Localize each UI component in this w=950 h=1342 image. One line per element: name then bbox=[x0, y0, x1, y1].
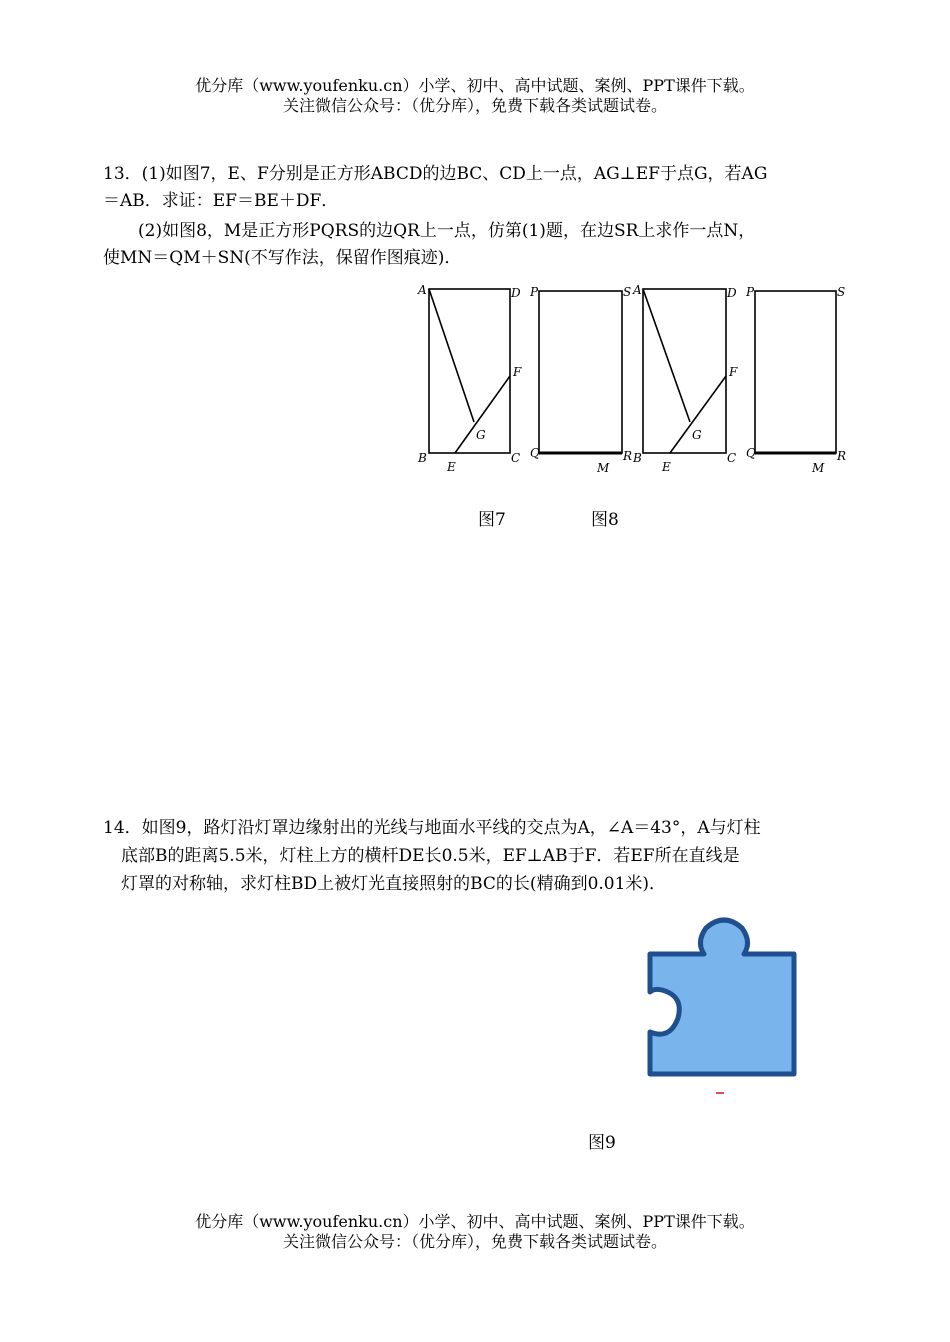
square-abcd-left bbox=[429, 289, 510, 453]
footer-line-2: 关注微信公众号：（优分库），免费下载各类试题试卷。 bbox=[282, 1232, 667, 1251]
square-abcd-right bbox=[643, 289, 726, 453]
q14-line-3: 灯罩的对称轴，求灯柱BD上被灯光直接照射的BC的长(精确到0.01米)． bbox=[121, 874, 667, 894]
q13-line-3: (2)如图8，M是正方形PQRS的边QR上一点，仿第(1)题，在边SR上求作一点N， bbox=[138, 221, 756, 241]
label-g-right: G bbox=[692, 428, 702, 442]
q13-line-2: ＝AB．求证：EF＝BE＋DF． bbox=[103, 191, 339, 211]
segment-ag-left bbox=[429, 289, 474, 422]
figure-9-puzzle-image bbox=[644, 912, 799, 1102]
label-a-right: A bbox=[633, 283, 642, 297]
figure-7-caption: 图7 bbox=[478, 510, 506, 530]
label-c-right: C bbox=[727, 451, 737, 465]
label-s-left: S bbox=[623, 285, 632, 299]
label-d-right: D bbox=[727, 286, 737, 300]
footer-line-1: 优分库（www.youfenku.cn）小学、初中、高中试题、案例、PPT课件下载。 bbox=[195, 1212, 755, 1231]
q14-line-1: 14．如图9，路灯沿灯罩边缘射出的光线与地面水平线的交点为A，∠A＝43°，A与灯柱 bbox=[103, 818, 761, 838]
header-line-2: 关注微信公众号：（优分库），免费下载各类试题试卷。 bbox=[282, 96, 667, 115]
label-q-left: Q bbox=[530, 446, 540, 460]
square-pqrs-right bbox=[755, 291, 836, 453]
figure-9-caption: 图9 bbox=[588, 1133, 616, 1153]
figure-7-8-diagram bbox=[410, 278, 855, 483]
label-m-left: M bbox=[597, 461, 610, 475]
q13-line-1: 13．(1)如图7，E、F分别是正方形ABCD的边BC、CD上一点，AG⊥EF于点G，若AG bbox=[103, 164, 768, 184]
label-b-right: B bbox=[633, 451, 642, 465]
label-p-left: P bbox=[530, 285, 539, 299]
label-b-left: B bbox=[418, 451, 427, 465]
q14-line-2: 底部B的距离5.5米，灯柱上方的横杆DE长0.5米，EF⊥AB于F．若EF所在直线是 bbox=[121, 846, 740, 866]
label-r-left: R bbox=[623, 449, 633, 463]
label-e-left: E bbox=[447, 460, 456, 474]
label-m-right: M bbox=[812, 461, 825, 475]
square-pqrs-left bbox=[539, 291, 622, 453]
label-a-left: A bbox=[418, 283, 427, 297]
header-line-1: 优分库（www.youfenku.cn）小学、初中、高中试题、案例、PPT课件下载。 bbox=[195, 76, 755, 95]
q13-line-4: 使MN＝QM＋SN(不写作法，保留作图痕迹)． bbox=[103, 248, 462, 268]
label-e-right: E bbox=[662, 460, 671, 474]
label-g-left: G bbox=[476, 428, 486, 442]
figure-8-caption: 图8 bbox=[591, 510, 619, 530]
label-d-left: D bbox=[511, 286, 521, 300]
label-r-right: R bbox=[837, 449, 847, 463]
page-header bbox=[0, 76, 950, 116]
label-p-right: P bbox=[746, 285, 755, 299]
label-s-right: S bbox=[837, 285, 846, 299]
label-q-right: Q bbox=[746, 446, 756, 460]
page-footer bbox=[0, 1212, 950, 1252]
label-f-right: F bbox=[729, 365, 738, 379]
label-f-left: F bbox=[513, 365, 522, 379]
segment-ag-right bbox=[643, 289, 690, 422]
label-c-left: C bbox=[511, 451, 521, 465]
